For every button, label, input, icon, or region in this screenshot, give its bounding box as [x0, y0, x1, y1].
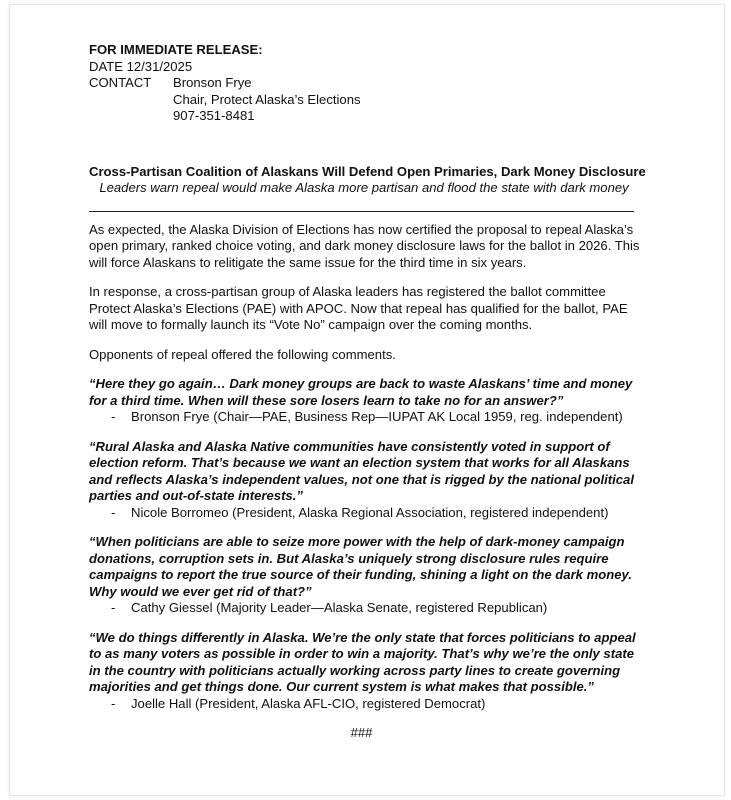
body-paragraph: In response, a cross-partisan group of Alaska leaders has registered the ballot committee Protect Alaska’s Elections (PAE) with APOC. Now that repeal has qualified for the ballot, PAE will move to formally launch its “Vote No” campaign over the coming months. — [89, 284, 628, 332]
quote-attribution — [89, 696, 649, 713]
dash-bullet: - — [111, 409, 116, 424]
body-paragraph: As expected, the Alaska Division of Elections has now certified the proposal to repeal Alaska’s open primary, ranked choice voting, and dark money disclosure laws for the ballot in 2026. This will force Alaskans to relitigate the same issue for the third time in six years. — [89, 221, 640, 270]
quote-text: “Here they go again… Dark money groups are back to waste Alaskans’ time and money for a third time. When will these sore losers learn to take no for an answer?” — [89, 376, 633, 408]
date-line: DATE 12/31/2025 — [89, 58, 193, 74]
quote-attribution — [89, 600, 649, 617]
quote-block — [89, 439, 649, 522]
end-mark: ### — [350, 725, 373, 740]
dash-bullet: - — [111, 695, 116, 711]
dash-bullet: - — [111, 504, 116, 520]
quote-block — [89, 534, 649, 617]
attribution-text: Cathy Giessel (Majority Leader—Alaska Senate, registered Republican) — [131, 600, 548, 615]
quote-text: “Rural Alaska and Alaska Native communities have consistently voted in support of election reform. That’s because we want an election system that works for all Alaskans and reflects Alaska’s independent values, not one that is rigged by the national political parties and out-of-state interests.” — [89, 438, 634, 503]
attribution-text: Joelle Hall (President, Alaska AFL-CIO, registered Democrat) — [131, 695, 486, 711]
divider-line — [89, 211, 634, 212]
attribution-text: Nicole Borromeo (President, Alaska Regional Association, registered independent) — [131, 504, 609, 520]
dash-bullet: - — [111, 600, 116, 615]
body-paragraph: Opponents of repeal offered the following comments. — [89, 346, 396, 362]
quote-attribution — [89, 505, 649, 522]
contact-name: Bronson Frye — [173, 75, 252, 90]
contact-title: Chair, Protect Alaska’s Elections — [173, 91, 361, 107]
quote-attribution — [89, 409, 649, 426]
release-label: FOR IMMEDIATE RELEASE: — [89, 42, 263, 57]
quote-block — [89, 376, 649, 426]
contact-block — [89, 75, 649, 125]
press-release — [89, 42, 649, 742]
subheadline: Leaders warn repeal would make Alaska more partisan and flood the state with dark money — [99, 180, 629, 195]
contact-label: CONTACT — [89, 75, 152, 90]
quote-text: “When politicians are able to seize more power with the help of dark-money campaign donations, corruption sets in. But Alaska’s uniquely strong disclosure rules require campaigns to report the true source of their funding, shining a light on the dark money. Why would we ever get rid of that?” — [89, 534, 632, 599]
contact-phone: 907-351-8481 — [173, 108, 255, 123]
attribution-text: Bronson Frye (Chair—PAE, Business Rep—IUPAT AK Local 1959, reg. independent) — [131, 409, 623, 424]
contact-details — [173, 75, 361, 125]
quote-text: “We do things differently in Alaska. We’re the only state that forces politicians to appeal to as many voters as possible in order to win a majority. That’s why we’re the only state in the country with politicians actually working across party lines to create governing majorities and get things done. Our current system is what makes that possible.” — [89, 629, 636, 694]
headline: Cross-Partisan Coalition of Alaskans Will Defend Open Primaries, Dark Money Disclosure — [89, 163, 646, 179]
quote-block — [89, 630, 649, 713]
